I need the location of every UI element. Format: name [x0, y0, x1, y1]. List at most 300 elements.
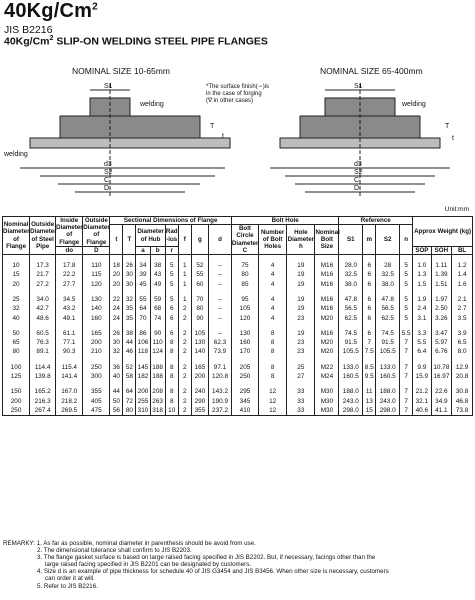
svg-text:t: t [452, 135, 454, 142]
table-cell: 143.2 [209, 387, 232, 396]
table-cell: 7 [400, 372, 413, 381]
table-cell: 46 [123, 347, 136, 356]
table-cell: 150 [3, 387, 30, 396]
table-cell: 61.1 [56, 329, 83, 338]
table-cell: 210 [83, 347, 110, 356]
remark-line: REMARKY: 1. As far as possible, nominal diameter in parenthesis should be avoid from use. [3, 540, 256, 547]
table-cell: 55 [191, 270, 208, 279]
table-cell: 5 [400, 304, 413, 313]
table-cell: 50 [3, 329, 30, 338]
table-cell: 160.5 [339, 372, 363, 381]
table-cell: 170 [231, 347, 258, 356]
table-cell: 90 [191, 314, 208, 323]
table-cell: 2 [178, 406, 191, 416]
page-subtitle: 40Kg/Cm$^2$ SLIP-ON WELDING STEEL PIPE FLANGES [4, 35, 268, 48]
table-cell: 120.8 [209, 372, 232, 381]
table-cell: 6.76 [431, 347, 452, 356]
table-cell: 80 [3, 347, 30, 356]
table-cell: 43.2 [56, 304, 83, 313]
table-cell: 5 [165, 270, 178, 279]
table-cell: 345 [231, 397, 258, 406]
table-cell: 32.5 [376, 270, 400, 279]
table-row [3, 397, 473, 406]
table-cell: 56 [110, 406, 123, 416]
table-cell: 12.9 [452, 363, 473, 372]
table-row [3, 347, 473, 356]
table-cell: 22 [110, 295, 123, 304]
table-cell: 295 [231, 387, 258, 396]
table-cell: 7 [363, 338, 376, 347]
table-cell: 17.8 [56, 261, 83, 270]
header-outside-flange-sym: D [83, 246, 110, 254]
table-cell: 15 [363, 406, 376, 416]
table-cell: 6.4 [413, 347, 431, 356]
table-cell: 8 [259, 372, 287, 381]
table-cell: 240 [191, 387, 208, 396]
table-cell: 26 [123, 261, 136, 270]
table-row [3, 338, 473, 347]
header-hub: Diameter of Hub [136, 225, 165, 247]
header-T: T [123, 225, 136, 255]
table-cell: 6 [363, 304, 376, 313]
table-cell: 3.26 [431, 314, 452, 323]
table-cell: 35 [123, 304, 136, 313]
table-cell: 16.97 [431, 372, 452, 381]
left-drawing-label: NOMINAL SIZE 10-65mm [72, 66, 170, 76]
table-cell: 34.9 [431, 397, 452, 406]
table-cell: 39 [136, 270, 150, 279]
table-cell: 310 [137, 406, 149, 414]
table-cell: 4 [259, 304, 287, 313]
table-cell: 62.5 [339, 314, 363, 323]
table-cell: 46.8 [452, 397, 473, 406]
table-cell: 114.4 [30, 363, 56, 372]
table-cell: 269.5 [56, 406, 83, 416]
svg-text:d3: d3 [104, 161, 112, 168]
table-cell: 8 [165, 363, 178, 372]
table-cell: 97.1 [209, 363, 232, 372]
table-cell: 8.5 [363, 363, 376, 372]
table-cell: 70 [136, 314, 150, 323]
table-cell: 6 [165, 329, 178, 338]
table-cell: – [209, 304, 232, 313]
table-cell: – [209, 295, 232, 304]
table-cell: 32 [3, 304, 30, 313]
table-cell: 2 [178, 329, 191, 338]
table-cell: 19 [287, 304, 315, 313]
svg-text:C: C [104, 177, 110, 184]
table-cell: 250 [231, 372, 258, 381]
header-soh: SOH [431, 246, 452, 254]
table-cell: 6.5 [452, 338, 473, 347]
table-cell: 188 [150, 372, 165, 381]
table-cell: 59 [150, 295, 165, 304]
table-cell: 6 [363, 261, 376, 270]
table-cell: 2 [178, 372, 191, 381]
table-cell: M16 [315, 295, 339, 304]
table-cell: 34.5 [56, 295, 83, 304]
page-title: 40Kg/Cm$^2$ [4, 0, 98, 22]
table-cell: M20 [315, 314, 339, 323]
table-cell: 105 [231, 304, 258, 313]
table-cell: 355 [83, 387, 110, 396]
table-cell: 36 [110, 363, 123, 372]
table-cell: 355 [191, 406, 208, 416]
table-cell: 11 [363, 387, 376, 396]
header-number-bolt: Number of Bolt Holes [259, 225, 287, 255]
table-cell: 64 [136, 304, 150, 313]
table-cell: 25 [287, 363, 315, 372]
table-cell: 33 [287, 387, 315, 396]
table-cell: 64 [123, 387, 136, 396]
table-cell: M16 [315, 304, 339, 313]
table-cell: 12 [259, 406, 287, 416]
table-cell: 6 [165, 304, 178, 313]
table-cell: 4 [259, 314, 287, 323]
header-sectional: Sectional Dimensions of Flange [110, 217, 232, 225]
header-bolt-hole: Bolt Hole [231, 217, 338, 225]
table-cell: 95 [231, 295, 258, 304]
table-row [3, 406, 473, 416]
table-cell: 43 [150, 270, 165, 279]
table-cell: 167.0 [56, 387, 83, 396]
table-cell: 300 [83, 372, 110, 381]
table-cell: 21.2 [413, 387, 431, 396]
table-cell: 20 [110, 280, 123, 289]
table-cell: 5 [400, 261, 413, 270]
table-cell: 165 [191, 363, 208, 372]
table-cell: 80 [231, 270, 258, 279]
table-cell: 80 [123, 406, 136, 416]
table-cell: 18 [110, 261, 123, 270]
table-cell: 9.9 [413, 363, 431, 372]
header-weight: Approx Weight (kg) [413, 217, 473, 247]
table-cell: 20 [110, 270, 123, 279]
table-cell: 8 [259, 338, 287, 347]
table-row [3, 280, 473, 289]
svg-text:S2: S2 [354, 169, 363, 176]
table-cell: 100 [3, 363, 30, 372]
table-cell: 165 [83, 329, 110, 338]
surface-finish-note: *The surface finish(∽)is in the case of forging (∇:in other cases) [206, 84, 270, 104]
table-cell: 8 [259, 363, 287, 372]
table-cell: 298.0 [339, 406, 363, 416]
table-cell: 68 [150, 304, 165, 313]
table-cell: 267.4 [30, 406, 56, 416]
remark-line: 5. Refer to JIS B2216. [37, 582, 98, 590]
table-cell: 8 [165, 372, 178, 381]
table-cell: 8.0 [452, 347, 473, 356]
table-cell: – [209, 314, 232, 323]
table-cell: 6 [363, 329, 376, 338]
table-cell: 130 [191, 338, 208, 347]
table-cell: 188.0 [376, 387, 400, 396]
table-cell: 140 [83, 304, 110, 313]
table-cell: – [209, 329, 232, 338]
table-cell: 130 [231, 329, 258, 338]
table-cell: 44 [110, 387, 123, 396]
table-cell: M30 [315, 397, 339, 406]
table-cell: 475 [83, 406, 110, 416]
header-nominal: Nominal Diameter of Flange [3, 217, 30, 255]
table-cell: 17.3 [30, 261, 56, 270]
table-cell: 49.1 [56, 314, 83, 323]
unit-label: Unit:mm [444, 206, 469, 213]
table-cell: 40.6 [413, 406, 431, 416]
table-cell: 42.7 [30, 304, 56, 313]
table-cell: 115 [83, 270, 110, 279]
table-cell: 7 [400, 338, 413, 347]
table-cell: 5 [400, 280, 413, 289]
table-cell: 290 [191, 397, 208, 406]
header-outside-pipe: Outside Diameter of Steel Pipe [30, 217, 56, 255]
table-cell: 216.3 [30, 397, 56, 406]
svg-text:T: T [210, 123, 215, 130]
table-cell: 5 [165, 295, 178, 304]
left-flange-drawing [0, 76, 240, 204]
table-cell: 205 [231, 363, 258, 372]
table-cell: 106 [137, 339, 149, 347]
table-cell: 27 [287, 372, 315, 381]
table-cell: 1.97 [431, 295, 452, 304]
table-cell: 110 [150, 338, 165, 347]
table-cell: 1 [178, 270, 191, 279]
table-cell: 298.0 [376, 406, 400, 416]
remark-line: 4. Size d is an example of pipe thickness for schedule 40 of JIS G3454 and JIS B3456. When other size is necessary, customers [37, 568, 389, 576]
table-cell: 74 [150, 314, 165, 323]
table-cell: 77.1 [56, 338, 83, 347]
table-cell: 165.2 [30, 387, 56, 396]
table-cell: 250 [3, 406, 30, 416]
table-cell: 40 [3, 314, 30, 323]
table-cell: 44 [123, 338, 136, 347]
table-cell: 10 [165, 406, 178, 416]
table-cell: 47.8 [339, 295, 363, 304]
table-cell: 49 [150, 280, 165, 289]
table-cell: 86 [136, 329, 150, 338]
table-cell: 60 [191, 280, 208, 289]
table-cell: 25 [3, 295, 30, 304]
table-cell: 7.5 [363, 347, 376, 356]
svg-text:S2: S2 [104, 169, 113, 176]
table-cell: 160.5 [376, 372, 400, 381]
table-cell: 38 [150, 261, 165, 270]
table-cell: 2 [178, 347, 191, 356]
table-cell: 5.97 [431, 338, 452, 347]
table-cell: 318 [150, 406, 165, 416]
table-cell: 33 [287, 397, 315, 406]
table-cell: M16 [315, 270, 339, 279]
table-cell: 80 [191, 304, 208, 313]
table-cell: 5 [400, 270, 413, 279]
table-cell: 200 [83, 338, 110, 347]
table-cell: 20 [3, 280, 30, 289]
table-cell: 32.5 [339, 270, 363, 279]
table-cell: 19 [287, 261, 315, 270]
svg-text:d3: d3 [354, 161, 362, 168]
table-cell: 38 [123, 329, 136, 338]
table-cell: 7 [400, 347, 413, 356]
table-cell: 1 [178, 295, 191, 304]
header-rad: Rad -ius [165, 225, 178, 247]
table-cell: 1 [178, 261, 191, 270]
table-cell: 22.2 [56, 270, 83, 279]
table-cell: 145 [137, 363, 149, 371]
table-cell: 28 [376, 261, 400, 270]
table-cell: 5.5 [400, 329, 413, 338]
table-cell: 3.9 [452, 329, 473, 338]
table-row [3, 295, 473, 304]
svg-text:D: D [104, 185, 110, 192]
table-cell: 6 [363, 314, 376, 323]
table-cell: 23 [287, 338, 315, 347]
header-b: b [150, 246, 165, 254]
table-row [3, 363, 473, 372]
table-cell: 91.5 [376, 338, 400, 347]
svg-text:t: t [222, 133, 224, 140]
table-cell: 8 [165, 338, 178, 347]
table-cell: M22 [315, 363, 339, 372]
remark-line: 3. The flange gasket surface is based on large raised facing specified in JIS B2202. But, if necessary, facings other than the [37, 554, 376, 562]
table-cell: 58 [123, 372, 136, 381]
table-cell: 10 [3, 261, 30, 270]
table-cell: 70 [191, 295, 208, 304]
table-cell: 2 [178, 363, 191, 372]
table-row [3, 261, 473, 270]
table-cell: 56.5 [376, 304, 400, 313]
table-cell: 73.8 [452, 406, 473, 416]
header-d: d [209, 225, 232, 255]
svg-text:T: T [445, 123, 450, 130]
table-cell: 32 [123, 295, 136, 304]
table-cell: – [209, 261, 232, 270]
table-cell: 200 [137, 388, 149, 396]
table-row [3, 372, 473, 381]
header-t: t [110, 225, 123, 255]
table-cell: 105 [191, 329, 208, 338]
table-row [3, 329, 473, 338]
table-cell: 55 [136, 295, 150, 304]
table-cell: 2 [178, 397, 191, 406]
table-cell: 23 [287, 314, 315, 323]
table-cell: 23 [287, 347, 315, 356]
header-bolt-circle: Bolt Circle Diameter C [231, 225, 259, 254]
header-hole-diameter: Hole Diameter h [287, 225, 315, 255]
table-cell: 2.7 [452, 304, 473, 313]
table-cell: 65 [3, 338, 30, 347]
table-cell: 182 [137, 372, 149, 380]
table-cell: 35 [123, 314, 136, 323]
table-cell: 6 [363, 295, 376, 304]
table-cell: M16 [315, 329, 339, 338]
table-cell: 1.51 [431, 280, 452, 289]
table-cell: 50 [110, 397, 123, 406]
table-cell: 40 [110, 372, 123, 381]
table-cell: 115.4 [56, 363, 83, 372]
table-cell: 85 [231, 280, 258, 289]
header-inside-sym: do [56, 246, 83, 254]
spec-table-body [3, 255, 473, 416]
table-cell: 4 [259, 280, 287, 289]
table-cell: M20 [315, 347, 339, 356]
table-cell: 72 [123, 397, 136, 406]
table-cell: 160 [83, 314, 110, 323]
table-cell: 2 [178, 338, 191, 347]
header-nominal-bolt: Nominal Bolt Size [315, 225, 339, 255]
table-cell: 33 [287, 406, 315, 416]
table-cell: 8 [165, 347, 178, 356]
table-cell: 34.0 [30, 295, 56, 304]
table-cell: 76.3 [30, 338, 56, 347]
table-cell: 200 [191, 372, 208, 381]
table-cell: 89.1 [30, 347, 56, 356]
table-cell: 34 [136, 261, 150, 270]
table-cell: 12 [259, 387, 287, 396]
table-cell: 4 [259, 295, 287, 304]
header-sop: SOP [413, 246, 431, 254]
table-cell: 243.0 [339, 397, 363, 406]
table-cell: 47.8 [376, 295, 400, 304]
header-s1: S1 [339, 225, 363, 255]
table-cell: 90 [150, 329, 165, 338]
remark-line: large raised facing specified in JIS B2201 can be designated by customers. [45, 561, 252, 569]
table-cell: 30 [110, 338, 123, 347]
table-cell: 7 [400, 406, 413, 416]
table-cell: 20.8 [452, 372, 473, 381]
table-row [3, 304, 473, 313]
remark-line: can order it at will. [45, 575, 95, 583]
table-cell: 141.4 [56, 372, 83, 381]
table-cell: 3.3 [413, 329, 431, 338]
table-cell: 133.0 [339, 363, 363, 372]
table-cell: 2 [178, 304, 191, 313]
table-cell: – [209, 270, 232, 279]
table-cell: 7 [400, 397, 413, 406]
table-cell: 124 [150, 347, 165, 356]
table-cell: 5 [165, 261, 178, 270]
table-cell: 255 [137, 397, 149, 405]
table-cell: 4 [259, 261, 287, 270]
table-cell: M30 [315, 406, 339, 416]
table-cell: 8 [165, 387, 178, 396]
right-flange-drawing [240, 76, 475, 204]
table-cell: 8 [165, 397, 178, 406]
table-cell: 38.0 [376, 280, 400, 289]
table-cell: 125 [3, 372, 30, 381]
table-cell: 118 [137, 348, 149, 356]
table-row [3, 387, 473, 396]
table-cell: 105.5 [376, 347, 400, 356]
table-cell: 5 [400, 295, 413, 304]
table-cell: 140 [191, 347, 208, 356]
header-reference: Reference [339, 217, 413, 225]
table-cell: 5.5 [413, 338, 431, 347]
table-cell: 405 [83, 397, 110, 406]
table-cell: 188 [150, 363, 165, 372]
header-f: f [178, 225, 191, 255]
table-cell: 188.0 [339, 387, 363, 396]
table-cell: 208 [150, 387, 165, 396]
header-inside: Inside Diameter of Flange [56, 217, 83, 246]
table-cell: 41.1 [431, 406, 452, 416]
table-cell: 5 [165, 280, 178, 289]
table-cell: 75 [231, 261, 258, 270]
table-cell: 2.4 [413, 304, 431, 313]
table-cell: 5 [400, 314, 413, 323]
header-g: g [191, 225, 208, 255]
right-drawing-label: NOMINAL SIZE 65-400mm [320, 66, 423, 76]
svg-text:S1: S1 [104, 83, 113, 90]
